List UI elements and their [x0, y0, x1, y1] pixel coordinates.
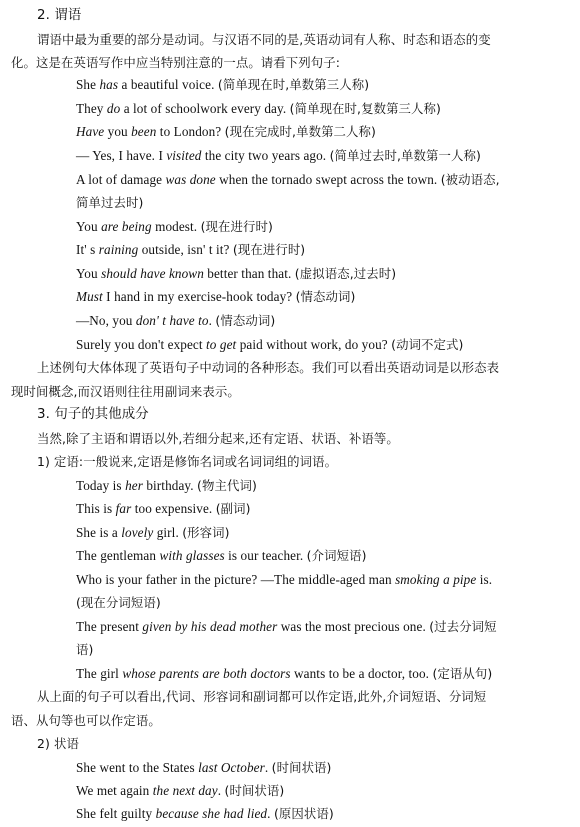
example-sentence: They do a lot of schoolwork every day. (简单现在时,复数第三人称) [76, 101, 441, 116]
example-sentence: She went to the States last October. (时间状语) [76, 760, 332, 775]
example-sentence: The girl whose parents are both doctors wants to be a doctor, too. (定语从句) [76, 666, 493, 681]
example-sentence: Must I hand in my exercise-hook today? (情态动词) [76, 289, 356, 304]
paragraph-line: 化。这是在英语写作中应当特别注意的一点。请看下列句子: [11, 55, 341, 70]
example-sentence: Today is her birthday. (物主代词) [76, 478, 257, 493]
example-sentence: Who is your father in the picture? —The middle-aged man smoking a pipe is. [76, 572, 493, 587]
example-note-continued: 简单过去时) [76, 195, 144, 210]
example-sentence: We met again the next day. (时间状语) [76, 783, 285, 798]
example-note-continued: 语) [76, 642, 94, 657]
example-sentence: Have you been to London? (现在完成时,单数第二人称) [76, 124, 376, 139]
section-heading-other: 3. 句子的其他成分 [37, 407, 149, 422]
example-sentence: She is a lovely girl. (形容词) [76, 525, 230, 540]
example-sentence: It' s raining outside, isn' t it? (现在进行时) [76, 242, 306, 257]
example-sentence: She felt guilty because she had lied. (原因状语) [76, 806, 334, 821]
example-sentence: This is far too expensive. (副词) [76, 501, 251, 516]
example-sentence: The present given by his dead mother was the most precious one. (过去分词短 [76, 619, 497, 634]
example-sentence: A lot of damage was done when the tornado swept across the town. (被动语态, [76, 172, 500, 187]
example-sentence: —No, you don' t have to. (情态动词) [76, 313, 276, 328]
paragraph-line: 谓语中最为重要的部分是动词。与汉语不同的是,英语动词有人称、时态和语态的变 [37, 32, 491, 47]
example-sentence: You are being modest. (现在进行时) [76, 219, 273, 234]
paragraph-line: 现时间概念,而汉语则往往用副词来表示。 [11, 384, 240, 399]
example-note-continued: (现在分词短语) [76, 595, 161, 610]
paragraph-line: 当然,除了主语和谓语以外,若细分起来,还有定语、状语、补语等。 [37, 431, 399, 446]
subheading-adverbial: 2) 状语 [37, 736, 79, 751]
paragraph-line: 上述例句大体体现了英语句子中动词的各种形态。我们可以看出英语动词是以形态表 [37, 360, 500, 375]
subheading-attributive: 1) 定语:一般说来,定语是修饰名词或名词词组的词语。 [37, 454, 338, 469]
example-sentence: She has a beautiful voice. (简单现在时,单数第三人称) [76, 77, 370, 92]
example-sentence: Surely you don't expect to get paid without work, do you? (动词不定式) [76, 337, 464, 352]
example-sentence: You should have known better than that. (虚拟语态,过去时) [76, 266, 397, 281]
section-heading-predicate: 2. 谓语 [37, 8, 82, 23]
example-sentence: The gentleman with glasses is our teacher. (介词短语) [76, 548, 367, 563]
paragraph-line: 从上面的句子可以看出,代词、形容词和副词都可以作定语,此外,介词短语、分词短 [37, 689, 487, 704]
paragraph-line: 语、从句等也可以作定语。 [11, 713, 161, 728]
example-sentence: — Yes, I have. I visited the city two years ago. (简单过去时,单数第一人称) [76, 148, 481, 163]
